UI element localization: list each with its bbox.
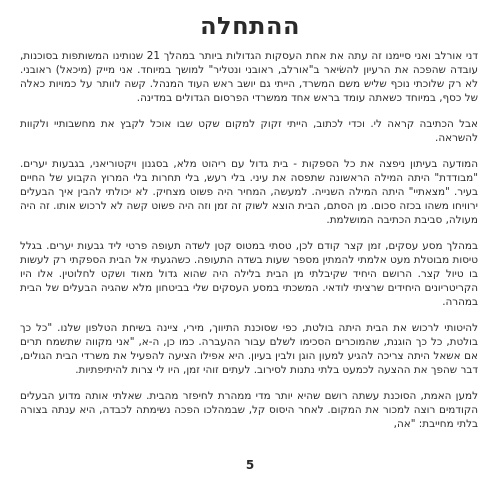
paragraph: למען האמת, הסוכנת עשתה רושם שהיא יותר מדי ממהרת לחיפזר מהבית. שאלתי אותה מדוע הבעלים הקודמים רוצה למכור את המקום. לאחר היסוס קל, שבמהלכו הפכה נשימתה לכבדה, היא ענתה בצורה בלתי מחייבת: "אה, xyxy=(20,390,478,430)
paragraph: במהלך מסע עסקים, זמן קצר קודם לכן, טסתי במטוס קטן לשדה תעופה פרטי ליד גבעות יערים. בגלל טיסות מבוטלת מעט אלמתי להמתין מספר שעות בשדה התעופה. כשהגעתי אל הבית הספקתי רק לעשות בו טיול קצר. הרושם היחיד שקיבלתי מן הבית בלילה היה שהוא גדול מאוד ושקט לחלוטין. אלו היו הקריטריונים היחידים שרציתי לודאי. המשכתי במסע העסקים שלי בביטחון מלא שהגיה הבעלים של הבית במהרה. xyxy=(20,240,478,308)
chapter-title: ההתחלה xyxy=(200,12,300,40)
document-page xyxy=(16,12,484,478)
paragraph: אבל הכתיבה קראה לי. וכדי לכתוב, הייתי זקוק למקום שקט שבו אוכל לקבץ את מחשבותיי ולקוות להשראה. xyxy=(20,118,478,144)
paragraph: המודעה בעיתון ניפצה את כל הספקות - בית גדול עם ריהוט מלא, בסגנון ויקטוריאני, בגבעות יערים. "מבודדת" היתה המילה הראשונה שתפסה את עיני. בלי רעש, בלי תחרות בלי המרוץ הקבוע של החיים בעיר. "מצאתיי" היתה המילה השנייה. למעשה, המחיר היה פשוט מצחיק. לא יכולתי להבין איך הבעלים ירוויחו משהו בכזה סכום. מן הסתם, הבית הוצא לשוק זה זמן וזה היה פשוט קשה לא לרכוש אותו. זה היה מעולה, סביבת הכתיבה המושלמת. xyxy=(20,158,478,226)
paragraph: דני אורלב ואני סיימנו זה עתה את אחת העסקות הגדולות ביותר במהלך 21 שנותינו המשותפות בסוכנות, עובדה שהפכה את הרעיון להשׂיאר ב"אורלב, ראובני ונטליר" למושך במיוחד. אני מייק (מיכאל) ראובני. לא רק שלוכתי נוכף שליש משם המשרד, הייתי גם יושב ראש העוד המנהל. קשה לוותר על כמויות כאלה של כסף, במיוחד כשאתה עומד בראש אחד ממשרדי הפרסום הגדולים במדינה. xyxy=(20,50,478,104)
page-number: 5 xyxy=(245,458,255,472)
paragraph: להיטותי לרכוש את הבית היתה בולטת, כפי שסוכנת התיווך, מירי, ציינה בשיחת הטלפון שלנו. "כל כך בולטת, כל כך הוגנת, שהמוכרים הסכימו לשלם עבור ההעברה. כמו כן, ה-א, "אני מקווה שתשמח תרים אם אשאל היתה צריכה להגיע למעון הוגן ולבין בעיון. היא אפילו הציעה להפעיל את משרדי הבית הגולים, דבר שהפך את ההצעה לכמעט בלתי נתנות לסירוב. לעתים זוהי זמן, היו לי צרות להיתיפתיות. xyxy=(20,322,478,376)
